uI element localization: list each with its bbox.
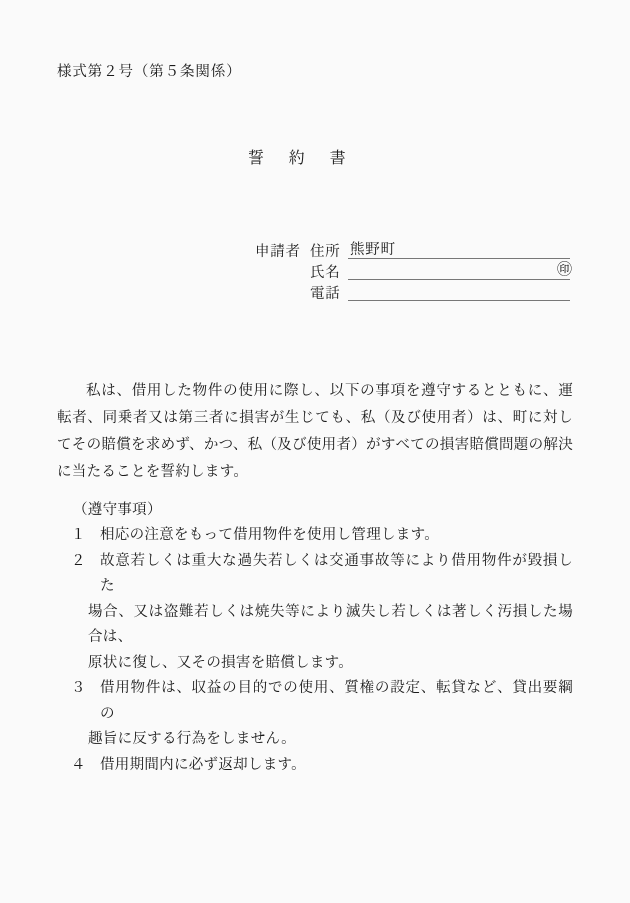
phone-label: 電話 xyxy=(310,285,341,302)
item-line-continued: 趣旨に反する行為をしません。 xyxy=(88,731,296,747)
phone-input[interactable] xyxy=(348,282,570,301)
item-line-continued: 場合、又は盗難若しくは焼失等により滅失し若しくは著しく汚損した場合は、 xyxy=(88,603,573,645)
list-item xyxy=(57,523,573,549)
name-input[interactable] xyxy=(348,261,570,280)
pledge-section xyxy=(57,498,573,778)
form-number: 様式第２号（第５条関係） xyxy=(57,64,242,80)
name-label: 氏名 xyxy=(310,264,341,281)
address-label: 住所 xyxy=(310,243,341,260)
item-number: ２ xyxy=(71,552,86,569)
list-item xyxy=(57,676,573,753)
seal-icon: ㊞ xyxy=(556,262,572,278)
applicant-label: 申請者 xyxy=(255,243,301,260)
applicant-block xyxy=(255,238,570,301)
item-line: 故意若しくは重大な過失若しくは交通事故等により借用物件が毀損した xyxy=(100,552,573,594)
list-item xyxy=(57,549,573,677)
applicant-row-name xyxy=(255,259,570,280)
pledge-statement: 私は、借用した物件の使用に際し、以下の事項を遵守するとともに、運転者、同乗者又は第三者に損害が生じても、私（及び使用者）は、町に対してその賠償を求めず、かつ、私（及び使用者）がすべての損害賠償問題の解決に当たることを誓約します。 xyxy=(57,383,573,480)
item-line-continued: 原状に復し、又その損害を賠償します。 xyxy=(88,654,354,671)
item-text xyxy=(88,549,573,677)
document-title: 誓約書 xyxy=(248,150,371,167)
item-number: １ xyxy=(71,527,86,543)
name-value xyxy=(348,278,350,279)
phone-value xyxy=(348,299,350,300)
item-line: 相応の注意をもって借用物件を使用し管理します。 xyxy=(100,527,440,543)
address-input[interactable] xyxy=(348,240,570,259)
applicant-row-phone xyxy=(255,280,570,301)
list-item xyxy=(57,753,573,779)
pledge-heading: （遵守事項） xyxy=(73,502,162,518)
item-line: 借用期間内に必ず返却します。 xyxy=(100,756,306,773)
item-text xyxy=(100,523,573,549)
item-line: 借用物件は、収益の目的での使用、質権の設定、転貸など、貸出要綱の xyxy=(100,680,573,722)
item-text xyxy=(88,676,573,753)
item-number: ３ xyxy=(71,680,86,696)
applicant-row-address xyxy=(255,238,570,259)
item-text xyxy=(100,753,573,779)
address-value: 熊野町 xyxy=(350,241,396,258)
item-number: ４ xyxy=(71,756,86,773)
